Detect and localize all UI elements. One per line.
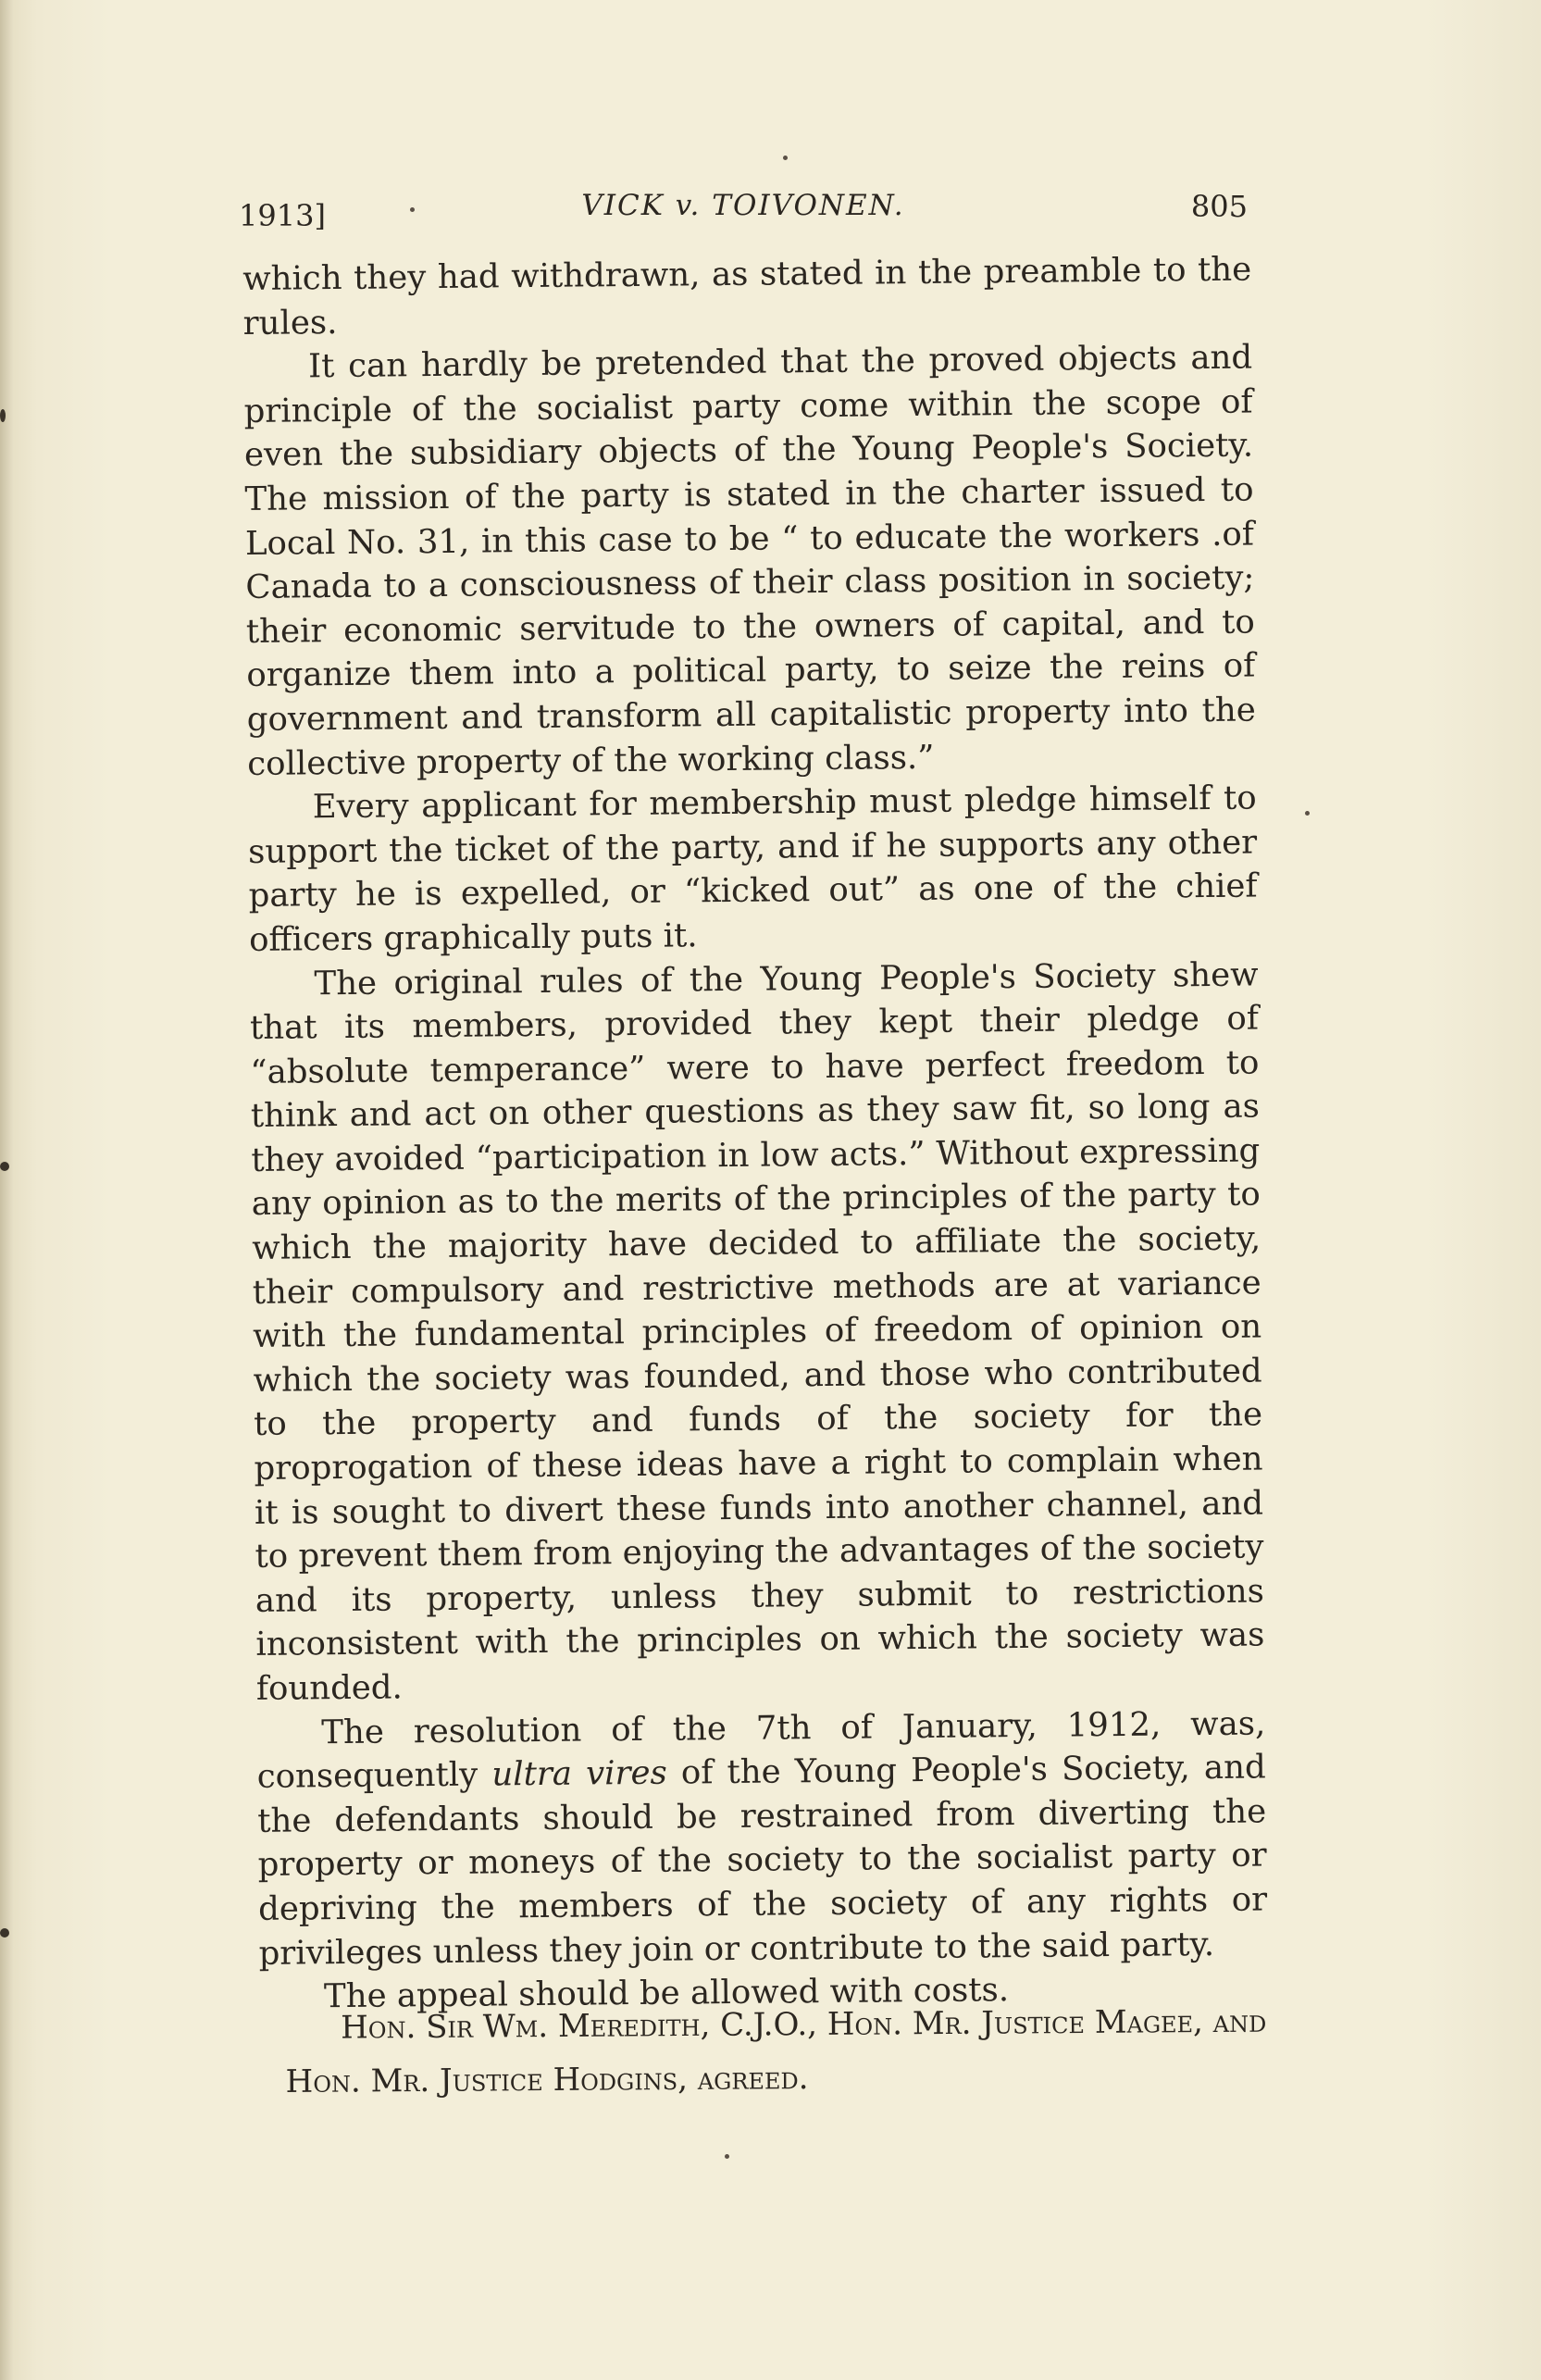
- resolution-text-start: The resolution of the 7th of January, 1912, was, consequently: [256, 1704, 1266, 1797]
- concurrence-block: [285, 1994, 1304, 2109]
- paragraph: It can hardly be pretended that the proved objects and principle of the socialist party come within the scope of even the subsidiary objects of the Young People's Society. The mission of the party is stated in the charter issued to Local No. 31, in this case to be “ to educate the workers .of Canada to a consciousness of their class position in society; their economic servitude to the owners of capital, and to organize them into a political party, to seize the reins of government and transform all capitalistic property into the collective property of the working class.”: [243, 338, 1256, 783]
- header-year: 1913]: [239, 198, 326, 233]
- margin-mark: [0, 409, 6, 422]
- paragraph: The original rules of the Young People's Society shew that its members, provided they kept their pledge of “absolute temperance” were to have perfect freedom to think and act on other questions as they saw fit, so long as they avoided “participation in low acts.” Without expressing any opinion as to the merits of the principles of the party to which the majority have decided to affiliate the society, their compulsory and restrictive methods are at variance with the fundamental principles of freedom of opinion on which the society was founded, and those who contributed to the property and funds of the society for the proprogation of these ideas have a right to complain when it is sought to divert these funds into another channel, and to prevent them from enjoying the advantages of the society and its property, unless they submit to restrictions inconsistent with the principles on which the society was founded.: [249, 955, 1265, 1708]
- header-page-number: 805: [1190, 189, 1248, 224]
- margin-mark: [0, 1928, 9, 1938]
- speck: [1305, 811, 1310, 816]
- resolution-text-end: of the Young People's Society, and the defendants should be restrained from diverting the property or moneys of the society to the socialist party or depriving the members of the society of any rights or privileges unless they join or contribute to the said party.: [257, 1748, 1268, 1973]
- running-header: [239, 183, 1248, 239]
- paragraph: Every applicant for membership must pledge himself to support the ticket of the party, and if he supports any other party he is expelled, or “kicked out” as one of the chief officers graphically puts it.: [247, 779, 1258, 959]
- margin-mark: [0, 1162, 9, 1171]
- resolution-paragraph: [256, 1701, 1268, 1975]
- binding-edge: [0, 0, 13, 2380]
- closing-paragraph: The appeal should be allowed with costs.: [323, 1971, 1010, 2016]
- speck: [725, 2154, 729, 2159]
- paragraph: which they had withdrawn, as stated in the preamble to the rules.: [242, 250, 1252, 343]
- header-case-title: VICK v. TOIVONEN.: [581, 189, 905, 222]
- concurrence-text: Hon. Sir Wm. Meredith, C.J.O., Hon. Mr. Justice Magee, and Hon. Mr. Justice Hodgins, agreed.: [285, 2002, 1267, 2100]
- latin-phrase: ultra vires: [491, 1753, 667, 1794]
- body-text: [242, 248, 1268, 2020]
- speck: [783, 156, 788, 160]
